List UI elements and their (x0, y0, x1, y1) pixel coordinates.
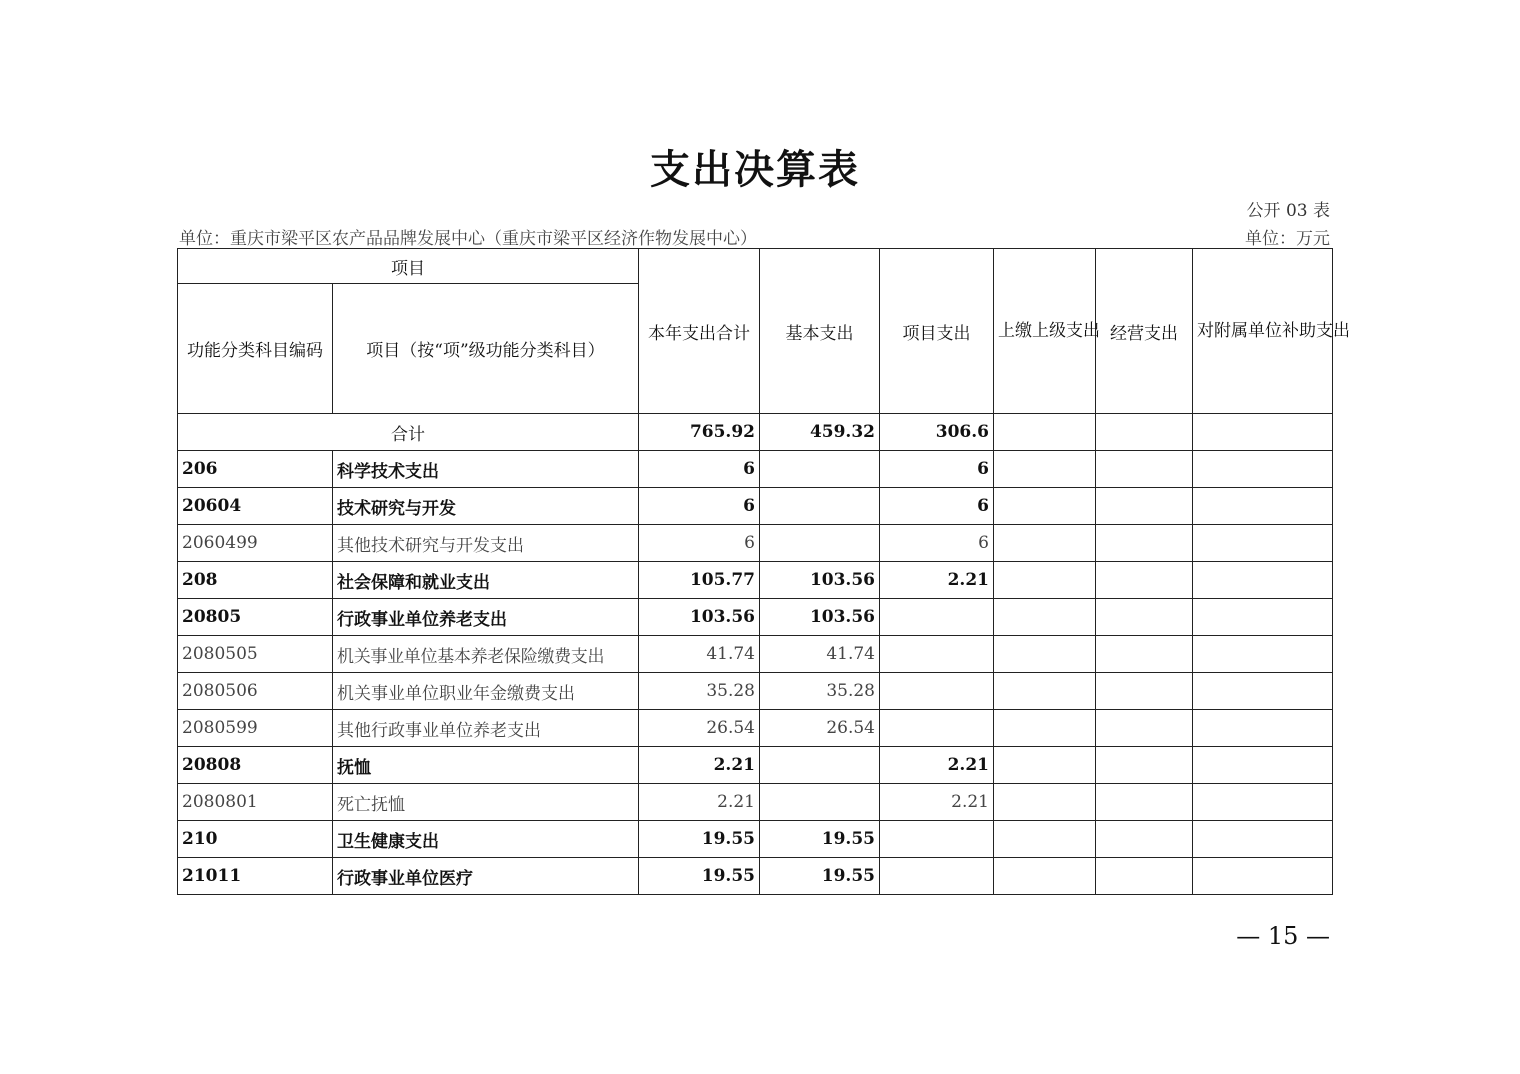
table-row (178, 525, 1333, 562)
header-project: 项目支出 (880, 249, 994, 414)
row-operating (1096, 673, 1193, 710)
row-name: 抚恤 (333, 747, 639, 784)
row-basic (760, 488, 880, 525)
header-total: 本年支出合计 (639, 249, 760, 414)
table-row (178, 599, 1333, 636)
row-project (880, 821, 994, 858)
row-name: 其他行政事业单位养老支出 (333, 710, 639, 747)
row-project (880, 710, 994, 747)
row-code: 2060499 (178, 525, 333, 562)
row-basic (760, 784, 880, 821)
row-total: 2.21 (639, 747, 760, 784)
header-operating: 经营支出 (1096, 249, 1193, 414)
row-code: 20808 (178, 747, 333, 784)
row-subsidy (1193, 562, 1333, 599)
page-title: 支出决算表 (650, 146, 860, 193)
row-operating (1096, 858, 1193, 895)
row-code: 20805 (178, 599, 333, 636)
row-operating (1096, 562, 1193, 599)
table-row (178, 488, 1333, 525)
row-basic: 103.56 (760, 562, 880, 599)
row-operating (1096, 525, 1193, 562)
row-upper (994, 747, 1096, 784)
row-total: 35.28 (639, 673, 760, 710)
row-total: 105.77 (639, 562, 760, 599)
total-basic: 459.32 (760, 414, 880, 451)
row-code: 20604 (178, 488, 333, 525)
total-label: 合计 (178, 414, 639, 451)
row-total: 103.56 (639, 599, 760, 636)
row-project: 6 (880, 488, 994, 525)
row-operating (1096, 710, 1193, 747)
row-code: 21011 (178, 858, 333, 895)
row-basic: 41.74 (760, 636, 880, 673)
row-upper (994, 599, 1096, 636)
row-upper (994, 636, 1096, 673)
row-code: 2080599 (178, 710, 333, 747)
total-row (178, 414, 1333, 451)
row-upper (994, 451, 1096, 488)
row-project (880, 636, 994, 673)
total-project: 306.6 (880, 414, 994, 451)
total-subsidy (1193, 414, 1333, 451)
row-upper (994, 784, 1096, 821)
row-operating (1096, 488, 1193, 525)
table-row (178, 747, 1333, 784)
table-row (178, 710, 1333, 747)
row-basic: 19.55 (760, 858, 880, 895)
unit-measure: 单位：万元 (1245, 229, 1330, 249)
row-name: 机关事业单位职业年金缴费支出 (333, 673, 639, 710)
page-number: — 15 — (1236, 922, 1330, 950)
row-subsidy (1193, 525, 1333, 562)
row-upper (994, 710, 1096, 747)
header-basic: 基本支出 (760, 249, 880, 414)
row-name: 机关事业单位基本养老保险缴费支出 (333, 636, 639, 673)
row-subsidy (1193, 673, 1333, 710)
header-upper: 上缴上级支出 (994, 249, 1096, 414)
row-upper (994, 525, 1096, 562)
row-total: 26.54 (639, 710, 760, 747)
row-total: 2.21 (639, 784, 760, 821)
row-basic (760, 451, 880, 488)
row-name: 卫生健康支出 (333, 821, 639, 858)
row-project: 2.21 (880, 784, 994, 821)
row-project: 6 (880, 525, 994, 562)
row-name: 科学技术支出 (333, 451, 639, 488)
table-row (178, 636, 1333, 673)
row-upper (994, 488, 1096, 525)
total-upper (994, 414, 1096, 451)
header-name: 项目（按“项”级功能分类科目） (333, 284, 639, 414)
row-code: 206 (178, 451, 333, 488)
row-operating (1096, 451, 1193, 488)
row-operating (1096, 821, 1193, 858)
row-upper (994, 821, 1096, 858)
row-upper (994, 858, 1096, 895)
row-subsidy (1193, 710, 1333, 747)
row-code: 2080506 (178, 673, 333, 710)
row-subsidy (1193, 747, 1333, 784)
total-operating (1096, 414, 1193, 451)
table-row (178, 562, 1333, 599)
row-basic: 26.54 (760, 710, 880, 747)
unit-name: 单位：重庆市梁平区农产品品牌发展中心（重庆市梁平区经济作物发展中心） (179, 229, 757, 249)
row-project: 2.21 (880, 747, 994, 784)
row-operating (1096, 636, 1193, 673)
table-row (178, 784, 1333, 821)
row-project (880, 599, 994, 636)
row-basic (760, 747, 880, 784)
row-project: 2.21 (880, 562, 994, 599)
header-code: 功能分类科目编码 (178, 284, 333, 414)
expenditure-table (177, 248, 1350, 895)
row-name: 行政事业单位医疗 (333, 858, 639, 895)
row-operating (1096, 599, 1193, 636)
row-code: 2080801 (178, 784, 333, 821)
row-subsidy (1193, 821, 1333, 858)
row-upper (994, 562, 1096, 599)
row-basic: 19.55 (760, 821, 880, 858)
row-total: 6 (639, 488, 760, 525)
row-total: 41.74 (639, 636, 760, 673)
header-item: 项目 (178, 249, 639, 284)
row-name: 技术研究与开发 (333, 488, 639, 525)
total-amount: 765.92 (639, 414, 760, 451)
row-basic: 103.56 (760, 599, 880, 636)
row-subsidy (1193, 488, 1333, 525)
row-name: 行政事业单位养老支出 (333, 599, 639, 636)
row-total: 19.55 (639, 821, 760, 858)
row-operating (1096, 747, 1193, 784)
row-subsidy (1193, 599, 1333, 636)
row-subsidy (1193, 451, 1333, 488)
row-subsidy (1193, 636, 1333, 673)
row-subsidy (1193, 784, 1333, 821)
row-operating (1096, 784, 1193, 821)
form-number: 公开 03 表 (1246, 201, 1330, 221)
row-subsidy (1193, 858, 1333, 895)
row-name: 社会保障和就业支出 (333, 562, 639, 599)
row-name: 死亡抚恤 (333, 784, 639, 821)
header-subsidy: 对附属单位补助支出 (1193, 249, 1333, 414)
row-project: 6 (880, 451, 994, 488)
table-row (178, 821, 1333, 858)
row-project (880, 858, 994, 895)
row-total: 19.55 (639, 858, 760, 895)
row-total: 6 (639, 451, 760, 488)
row-project (880, 673, 994, 710)
row-code: 210 (178, 821, 333, 858)
row-total: 6 (639, 525, 760, 562)
table-row (178, 673, 1333, 710)
table-row (178, 451, 1333, 488)
row-code: 2080505 (178, 636, 333, 673)
row-upper (994, 673, 1096, 710)
row-basic (760, 525, 880, 562)
row-name: 其他技术研究与开发支出 (333, 525, 639, 562)
table-row (178, 858, 1333, 895)
row-code: 208 (178, 562, 333, 599)
row-basic: 35.28 (760, 673, 880, 710)
